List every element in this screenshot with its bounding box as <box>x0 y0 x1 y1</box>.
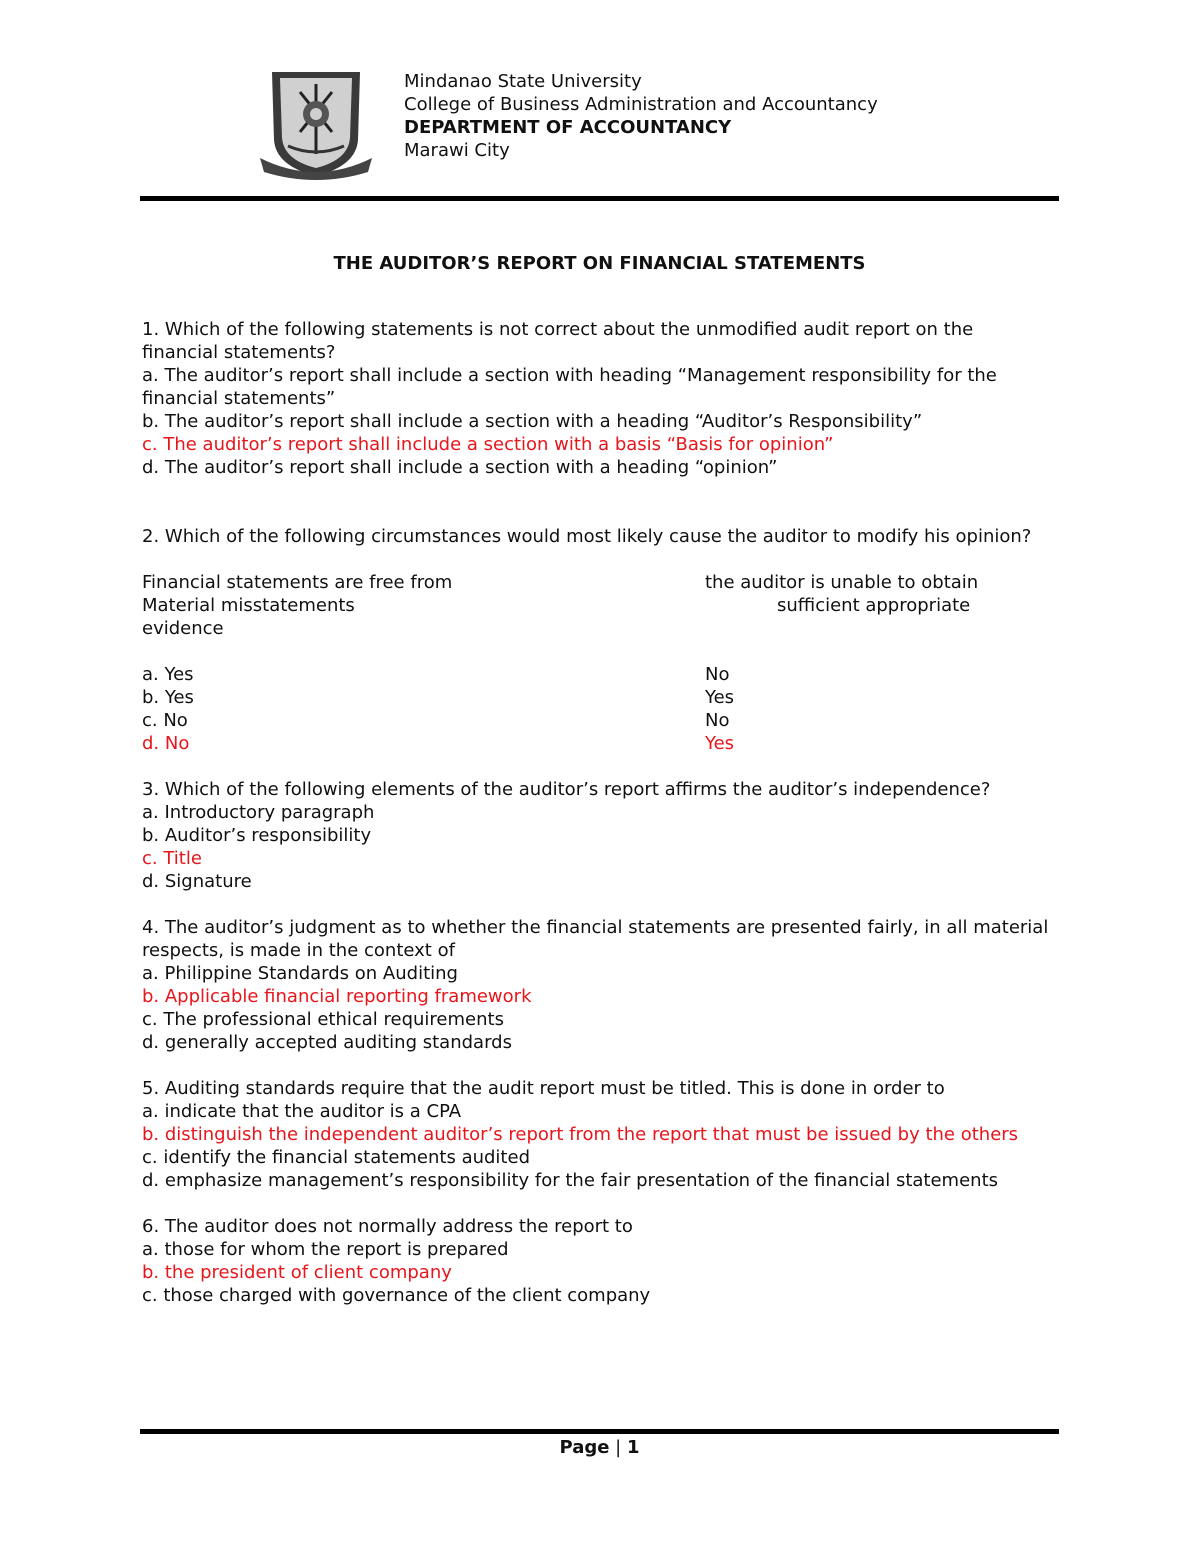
institution-header <box>404 70 878 162</box>
choice-b: b. The auditor’s report shall include a section with a heading “Auditor’s Responsibility” <box>142 411 923 432</box>
column-headers <box>142 571 1052 617</box>
choice-c: c. The professional ethical requirements <box>142 1009 504 1030</box>
choice-table <box>142 663 1052 755</box>
column-1-header-line-1: Financial statements are free from <box>142 572 453 593</box>
column-2-header-line-1: the auditor is unable to obtain <box>705 572 979 593</box>
question-2 <box>142 525 1052 755</box>
choice-a: a. The auditor’s report shall include a section with heading “Management responsibility for the financial statements” <box>142 365 997 409</box>
choice-c-answer: c. Title <box>142 848 202 869</box>
choice-d: d. generally accepted auditing standards <box>142 1032 512 1053</box>
question-list <box>142 318 1052 1330</box>
choice-d: d. emphasize management’s responsibility for the fair presentation of the financial statements <box>142 1170 999 1191</box>
column-2-header-line-3: evidence <box>142 618 224 639</box>
question-1 <box>142 318 1052 479</box>
footer-divider <box>140 1429 1059 1434</box>
choice-a: a. indicate that the auditor is a CPA <box>142 1101 462 1122</box>
document-title: THE AUDITOR’S REPORT ON FINANCIAL STATEMENTS <box>333 253 866 274</box>
choice-a-col-1: a. Yes <box>142 664 194 685</box>
question-stem: 4. The auditor’s judgment as to whether the financial statements are presented fairly, in all material respects, is made in the context of <box>142 917 1049 961</box>
question-stem: 2. Which of the following circumstances would most likely cause the auditor to modify his opinion? <box>142 526 1032 547</box>
choice-c-col-1: c. No <box>142 710 188 731</box>
university-seal-icon <box>258 62 374 180</box>
city-name: Marawi City <box>404 140 510 161</box>
column-1-header-line-2: Material misstatements <box>142 595 355 616</box>
choice-c: c. identify the financial statements audited <box>142 1147 530 1168</box>
choice-a: a. Philippine Standards on Auditing <box>142 963 458 984</box>
choice-b: b. Auditor’s responsibility <box>142 825 372 846</box>
choice-d: d. Signature <box>142 871 252 892</box>
choice-a: a. those for whom the report is prepared <box>142 1239 509 1260</box>
page-footer <box>140 1436 1059 1459</box>
page-label: Page <box>559 1437 610 1458</box>
choice-a: a. Introductory paragraph <box>142 802 375 823</box>
question-stem: 3. Which of the following elements of the auditor’s report affirms the auditor’s independence? <box>142 779 991 800</box>
department-name: DEPARTMENT OF ACCOUNTANCY <box>404 117 732 138</box>
choice-c: c. those charged with governance of the client company <box>142 1285 651 1306</box>
choice-b-answer: b. Applicable financial reporting framework <box>142 986 532 1007</box>
column-2-header-line-2: sufficient appropriate <box>777 595 971 616</box>
question-stem: 6. The auditor does not normally address the report to <box>142 1216 633 1237</box>
choice-b-col-1: b. Yes <box>142 687 194 708</box>
header-divider <box>140 196 1059 201</box>
question-stem: 5. Auditing standards require that the audit report must be titled. This is done in order to <box>142 1078 945 1099</box>
page-number: 1 <box>626 1437 640 1458</box>
question-5 <box>142 1077 1052 1192</box>
choice-c-col-2: No <box>705 710 730 731</box>
choice-c-answer: c. The auditor’s report shall include a section with a basis “Basis for opinion” <box>142 434 834 455</box>
choice-d: d. The auditor’s report shall include a section with a heading “opinion” <box>142 457 778 478</box>
choice-a-col-2: No <box>705 664 730 685</box>
question-6 <box>142 1215 1052 1307</box>
choice-b-answer: b. distinguish the independent auditor’s report from the report that must be issued by the others <box>142 1124 1019 1145</box>
question-3 <box>142 778 1052 893</box>
page-separator: | <box>609 1437 627 1458</box>
choice-b-col-2: Yes <box>705 687 735 708</box>
university-name: Mindanao State University <box>404 71 642 92</box>
question-stem: 1. Which of the following statements is not correct about the unmodified audit report on the financial statements? <box>142 319 974 363</box>
choice-d-col-2-answer: Yes <box>705 733 735 754</box>
choice-d-col-1-answer: d. No <box>142 733 190 754</box>
college-name: College of Business Administration and Accountancy <box>404 94 878 115</box>
question-4 <box>142 916 1052 1054</box>
choice-b-answer: b. the president of client company <box>142 1262 452 1283</box>
